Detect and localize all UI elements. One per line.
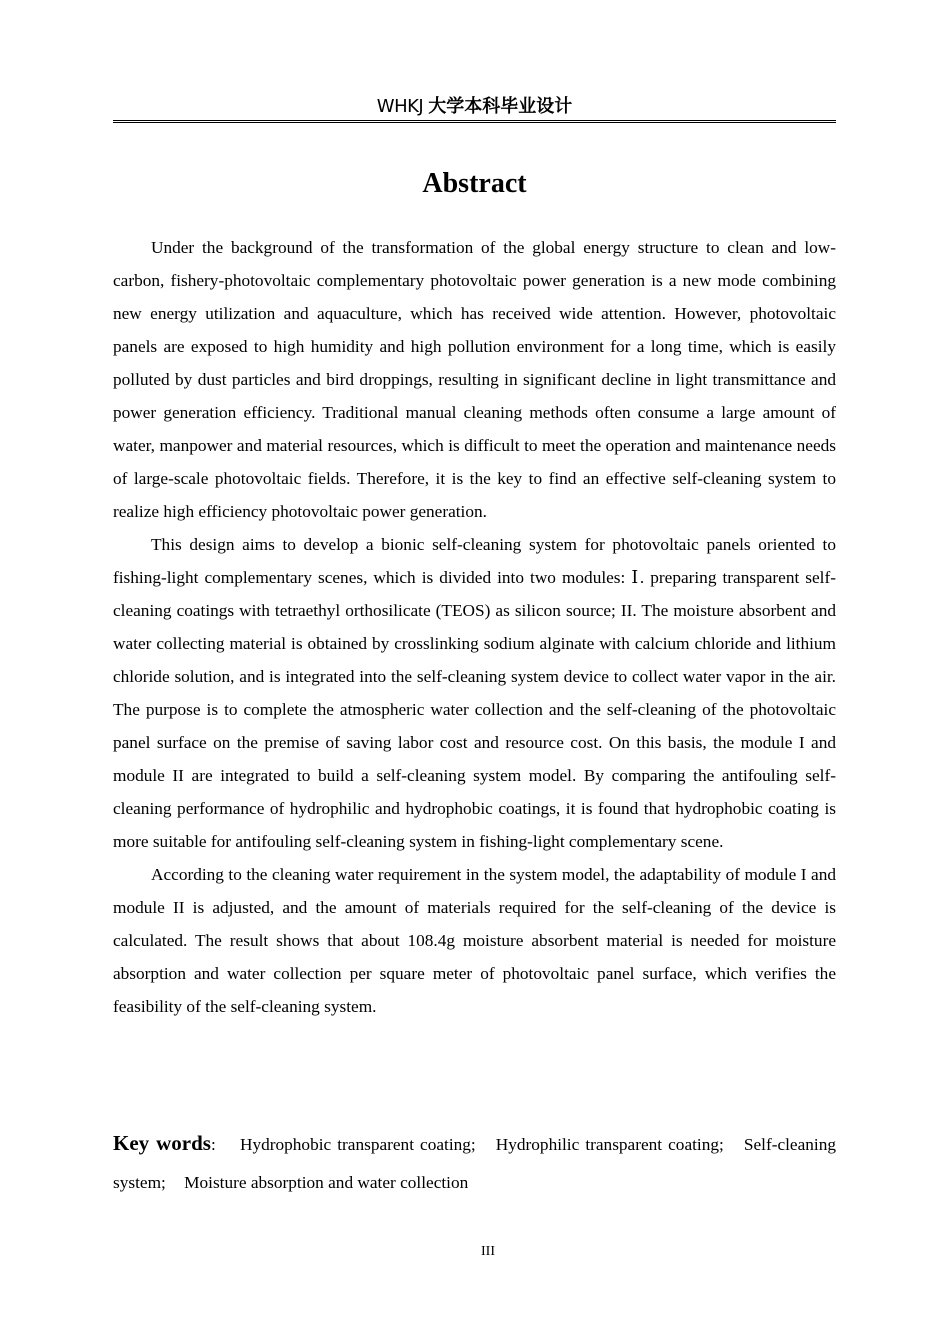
running-header <box>113 93 836 120</box>
abstract-title: Abstract <box>422 168 527 199</box>
abstract-paragraph-2: This design aims to develop a bionic self-cleaning system for photovoltaic panels oriented to fishing-light complementary scenes, which is divided into two modules: Ⅰ. preparing transparent self-cleaning coatings with tetraethyl orthosilicate (TEOS) as silicon source; II. The moisture absorbent and water collecting material is obtained by crosslinking sodium alginate with calcium chloride and lithium chloride solution, and is integrated into the self-cleaning system device to collect water vapor in the air. The purpose is to complete the atmospheric water collection and the self-cleaning of the photovoltaic panel surface on the premise of saving labor cost and resource cost. On this basis, the module I and module II are integrated to build a self-cleaning system model. By comparing the antifouling self-cleaning performance of hydrophilic and hydrophobic coatings, it is found that hydrophobic coating is more suitable for antifouling self-cleaning system in fishing-light complementary scene. <box>113 535 836 851</box>
keywords-label: Key words <box>113 1131 211 1155</box>
keyword-term: Moisture absorption and water collection <box>184 1173 469 1192</box>
abstract-paragraph-3: According to the cleaning water requirement in the system model, the adaptability of module I and module II is adjusted, and the amount of materials required for the self-cleaning of the device is calculated. The result shows that about 108.4g moisture absorbent material is needed for moisture absorption and water collection per square meter of photovoltaic panel surface, which verifies the feasibility of the self-cleaning system. <box>113 865 836 1016</box>
keywords-block <box>113 1124 836 1202</box>
abstract-body <box>113 231 836 1023</box>
keyword-term: Hydrophilic transparent coating; <box>495 1135 724 1154</box>
header-institution-code: WHKJ <box>376 96 424 117</box>
header-rule <box>113 120 836 123</box>
abstract-paragraph-1: Under the background of the transformation of the global energy structure to clean and low-carbon, fishery-photovoltaic complementary photovoltaic power generation is a new mode combining new energy utilization and aquaculture, which has received wide attention. However, photovoltaic panels are exposed to high humidity and high pollution environment for a long time, which is easily polluted by dust particles and bird droppings, resulting in significant decline in light transmittance and power generation efficiency. Traditional manual cleaning methods often consume a large amount of water, manpower and material resources, which is difficult to meet the operation and maintenance needs of large-scale photovoltaic fields. Therefore, it is the key to find an effective self-cleaning system to realize high efficiency photovoltaic power generation. <box>113 238 836 521</box>
header-document-type: 大学本科毕业设计 <box>428 96 573 117</box>
page-number: III <box>481 1244 495 1259</box>
keywords-separator: : <box>210 1135 216 1154</box>
keyword-term: Self-cleaning system; <box>113 1135 836 1192</box>
keyword-term: Hydrophobic transparent coating; <box>239 1135 476 1154</box>
